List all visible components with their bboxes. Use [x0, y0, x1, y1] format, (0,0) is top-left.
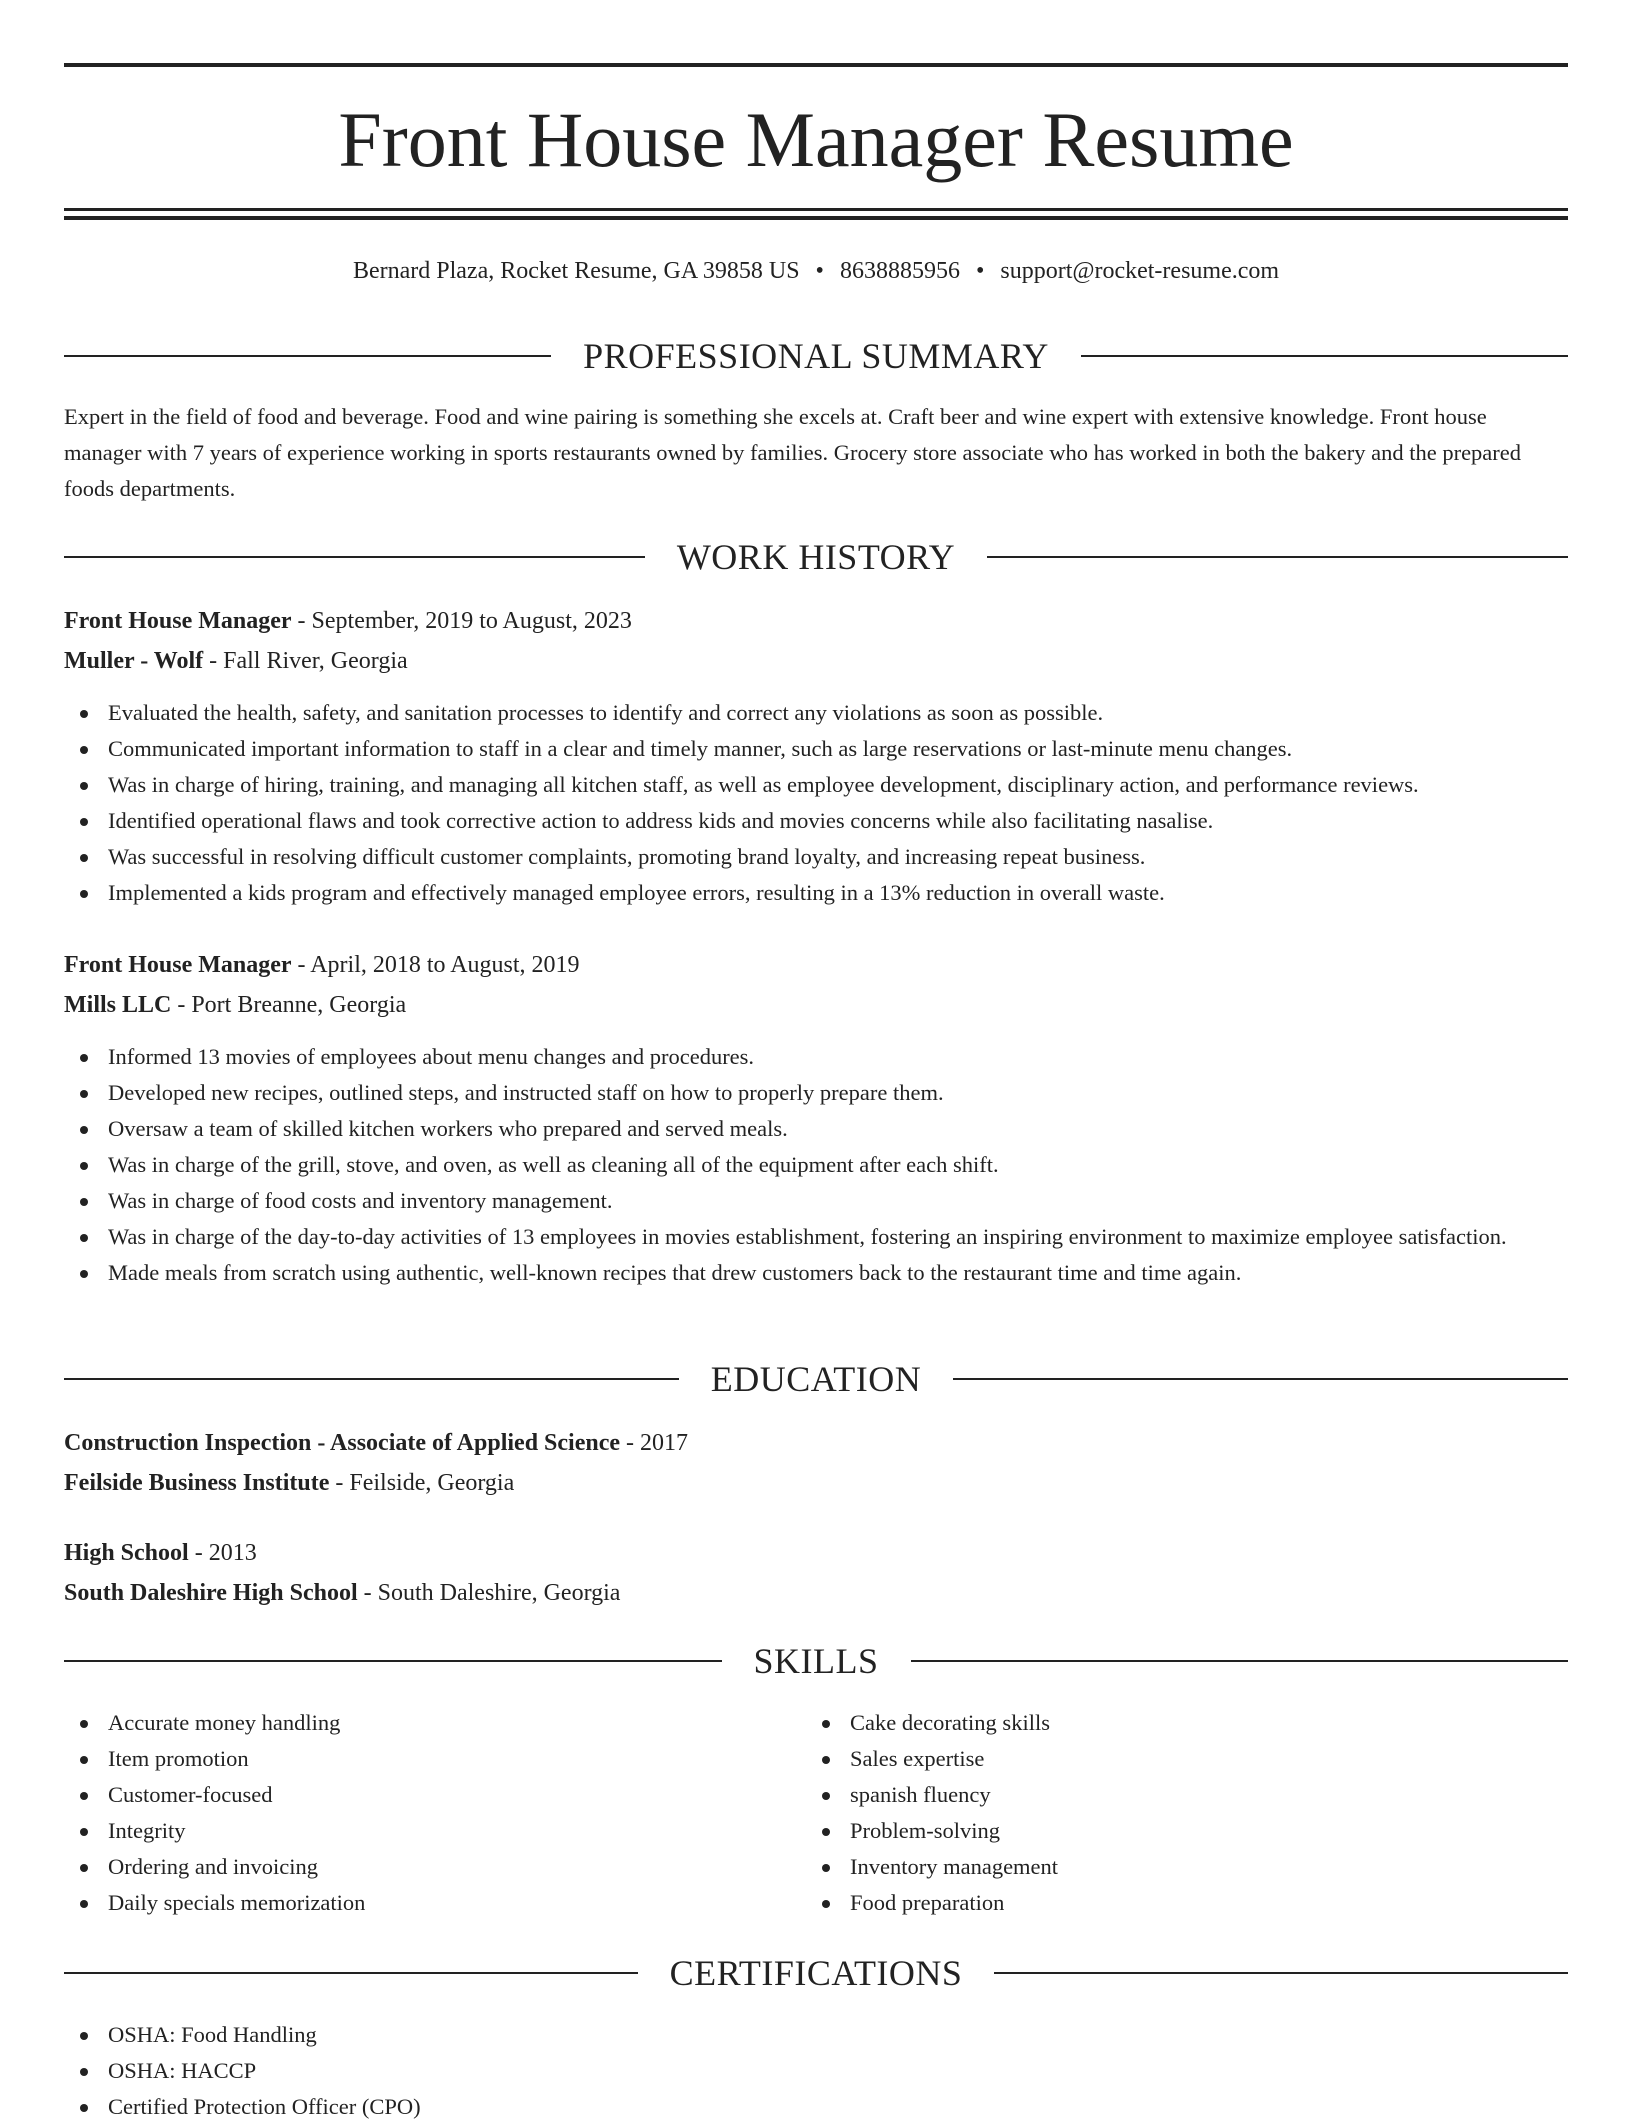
certification-item: OSHA: HACCP [64, 2053, 1568, 2089]
section-rule [1081, 355, 1568, 357]
skill-item: Customer-focused [64, 1777, 764, 1813]
section-rule [911, 1660, 1569, 1662]
contact-separator: • [975, 258, 985, 284]
job-bullets [64, 695, 1568, 911]
contact-address: Bernard Plaza, Rocket Resume, GA 39858 US [352, 258, 800, 284]
section-rule [987, 556, 1568, 558]
section-rule [64, 1378, 679, 1380]
section-header-skills [64, 1639, 1568, 1683]
job-bullet: Was in charge of the grill, stove, and oven, as well as cleaning all of the equipment after each shift. [64, 1147, 1568, 1183]
contact-phone: 8638885956 [839, 258, 960, 284]
education-school-line [64, 1573, 1568, 1613]
job-company-line [64, 641, 1568, 681]
skill-item: Inventory management [806, 1849, 1506, 1885]
section-header-work [64, 535, 1568, 579]
section-rule [64, 556, 645, 558]
section-header-certifications [64, 1951, 1568, 1995]
header-rule-upper [64, 208, 1568, 211]
header-rule-lower [64, 216, 1568, 220]
section-rule [64, 1972, 638, 1974]
contact-separator: • [815, 258, 824, 284]
job-bullet: Implemented a kids program and effectively managed employee errors, resulting in a 13% reduction in overall waste. [64, 875, 1568, 911]
education-degree-line [64, 1423, 1568, 1463]
job-bullet: Made meals from scratch using authentic, well-known recipes that drew customers back to the restaurant time and time again. [64, 1255, 1568, 1291]
contact-email: support@rocket-resume.com [1000, 258, 1280, 284]
job-bullet: Was in charge of the day-to-day activities of 13 employees in movies establishment, fostering an inspiring environment to maximize employee satisfaction. [64, 1219, 1568, 1255]
job-company-line [64, 985, 1568, 1025]
resume-title: Front House Manager Resume [338, 96, 1294, 183]
certification-item: Certified Protection Officer (CPO) [64, 2089, 1568, 2125]
skills-list-left [64, 1705, 764, 1921]
skill-item: Accurate money handling [64, 1705, 764, 1741]
job-bullet: Identified operational flaws and took corrective action to address kids and movies concerns while also facilitating nasalise. [64, 803, 1568, 839]
job-dates: - September, 2019 to August, 2023 [291, 608, 632, 634]
job-title: Front House Manager [64, 952, 292, 978]
section-header-summary [64, 334, 1568, 378]
certifications-list [64, 2017, 1568, 2125]
skill-item: Item promotion [64, 1741, 764, 1777]
section-header-education [64, 1357, 1568, 1401]
job-bullet: Was in charge of food costs and inventory management. [64, 1183, 1568, 1219]
skill-item: Ordering and invoicing [64, 1849, 764, 1885]
education-location: - Feilside, Georgia [329, 1470, 515, 1496]
skill-item: Integrity [64, 1813, 764, 1849]
section-title: SKILLS [753, 1641, 879, 1681]
job-dates: - April, 2018 to August, 2019 [291, 952, 580, 978]
job-bullet: Was successful in resolving difficult customer complaints, promoting brand loyalty, and increasing repeat business. [64, 839, 1568, 875]
section-rule [64, 1660, 722, 1662]
education-school-line [64, 1463, 1568, 1503]
job-location: - Port Breanne, Georgia [171, 992, 407, 1018]
education-school: Feilside Business Institute [64, 1470, 330, 1496]
section-rule [953, 1378, 1568, 1380]
education-year: - 2017 [620, 1430, 689, 1456]
skill-item: Cake decorating skills [806, 1705, 1506, 1741]
section-title: EDUCATION [710, 1359, 922, 1399]
skill-item: Sales expertise [806, 1741, 1506, 1777]
education-location: - South Daleshire, Georgia [357, 1580, 621, 1606]
job-company: Mills LLC [64, 992, 172, 1018]
job-title-line [64, 601, 1568, 641]
education-degree: High School [64, 1540, 189, 1566]
job-bullet: Was in charge of hiring, training, and managing all kitchen staff, as well as employee development, disciplinary action, and performance reviews. [64, 767, 1568, 803]
job-bullet: Oversaw a team of skilled kitchen workers who prepared and served meals. [64, 1111, 1568, 1147]
section-rule [64, 355, 551, 357]
job-location: - Fall River, Georgia [203, 648, 408, 674]
job-title: Front House Manager [64, 608, 292, 634]
skills-list-right [806, 1705, 1506, 1921]
summary-text: Expert in the field of food and beverage. Food and wine pairing is something she excels at. Craft beer and wine expert with extensive knowledge. Front house manager with 7 years of experience working in sports restaurants owned by families. Grocery store associate who has worked in both the bakery and the prepared foods departments. [64, 404, 1522, 501]
skill-item: spanish fluency [806, 1777, 1506, 1813]
skill-item: Daily specials memorization [64, 1885, 764, 1921]
contact-line [64, 253, 1568, 289]
skill-item: Problem-solving [806, 1813, 1506, 1849]
job-title-line [64, 945, 1568, 985]
job-bullet: Evaluated the health, safety, and sanitation processes to identify and correct any violations as soon as possible. [64, 695, 1568, 731]
education-degree: Construction Inspection - Associate of Applied Science [64, 1430, 621, 1456]
education-year: - 2013 [188, 1540, 257, 1566]
job-company: Muller - Wolf [64, 648, 204, 674]
section-rule [994, 1972, 1568, 1974]
education-school: South Daleshire High School [64, 1580, 358, 1606]
skill-item: Food preparation [806, 1885, 1506, 1921]
job-bullets [64, 1039, 1568, 1291]
job-bullet: Informed 13 movies of employees about menu changes and procedures. [64, 1039, 1568, 1075]
job-bullet: Communicated important information to staff in a clear and timely manner, such as large reservations or last-minute menu changes. [64, 731, 1568, 767]
header-top-rule [64, 63, 1568, 67]
section-title: WORK HISTORY [676, 537, 956, 577]
education-degree-line [64, 1533, 1568, 1573]
certification-item: OSHA: Food Handling [64, 2017, 1568, 2053]
job-bullet: Developed new recipes, outlined steps, and instructed staff on how to properly prepare them. [64, 1075, 1568, 1111]
section-title: PROFESSIONAL SUMMARY [583, 336, 1049, 376]
section-title: CERTIFICATIONS [669, 1953, 963, 1993]
